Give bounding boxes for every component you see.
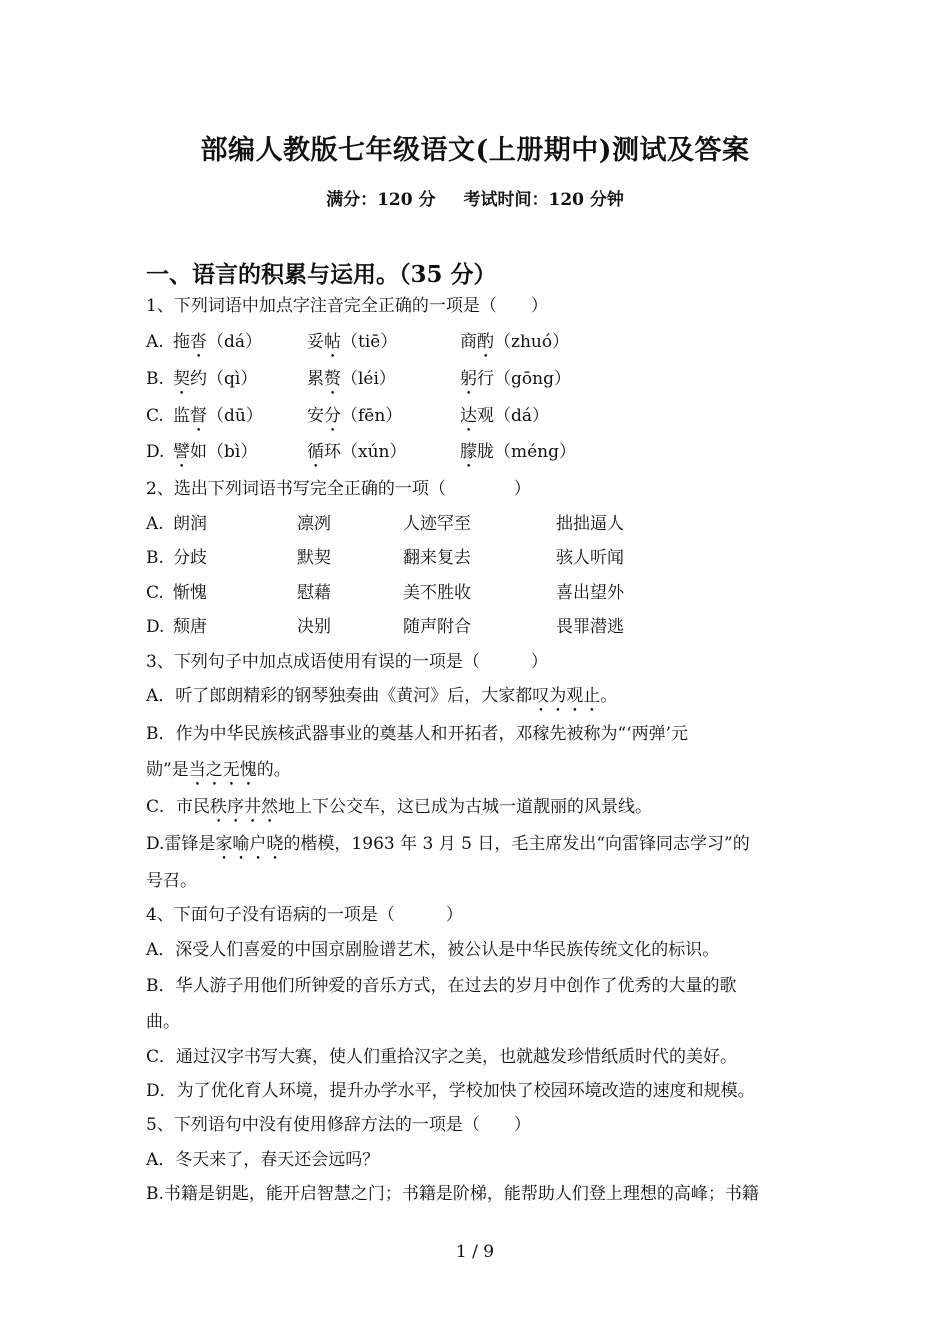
q1-option-d-item: 譬如（bì） [173,442,258,462]
q3-option-b-cont: 勋”是当之无愧的。 [146,760,291,780]
q2-word: 拙拙逼人 [556,514,624,534]
question-1-stem: 1、下列词语中加点字注音完全正确的一项是（ ） [146,296,548,316]
question-2-stem: 2、选出下列词语书写完全正确的一项（ ） [146,479,531,499]
q2-word: 分歧 [173,548,207,568]
q2-option-b-label: B. [146,548,164,568]
q1-option-d-item: 朦胧（méng） [460,442,577,462]
q5-option-a: A．冬天来了，春天还会远吗？ [146,1150,380,1170]
q3-option-d-cont: 号召。 [146,871,197,891]
q2-word: 朗润 [173,514,207,534]
q2-word: 惭愧 [173,583,207,603]
page-number: 1 / 9 [455,1242,495,1262]
q2-word: 颓唐 [173,617,207,637]
q3-option-b: B．作为中华民族核武器事业的奠基人和开拓者，邓稼先被称为“‘两弹’元 [146,724,688,744]
q2-word: 慰藉 [297,583,331,603]
q2-word: 决别 [297,617,331,637]
q4-option-b: B．华人游子用他们所钟爱的音乐方式，在过去的岁月中创作了优秀的大量的歌 [146,976,737,996]
q4-option-b-cont: 曲。 [146,1012,180,1032]
page-title: 部编人教版七年级语文(上册期中)测试及答案 [200,135,750,166]
q2-word: 随声附合 [403,617,471,637]
q1-option-d-item: 循环（xún） [307,442,407,462]
q2-word: 美不胜收 [403,583,471,603]
q4-option-a: A．深受人们喜爱的中国京剧脸谱艺术，被公认是中华民族传统文化的标识。 [146,940,720,960]
q2-option-c-label: C. [146,583,164,603]
q1-option-d-label: D. [146,442,165,462]
q2-word: 凛冽 [297,514,331,534]
q1-option-c-item: 安分（fēn） [307,406,403,426]
q2-word: 翻来复去 [403,548,471,568]
q1-option-b-item: 契约（qì） [173,369,258,389]
q2-word: 默契 [297,548,331,568]
q5-option-b: B.书籍是钥匙，能开启智慧之门；书籍是阶梯，能帮助人们登上理想的高峰；书籍 [146,1184,759,1204]
q2-option-a-label: A. [146,514,164,534]
exam-time: 考试时间：120 分钟 [463,190,624,210]
q1-option-b-item: 躬行（gōng） [460,369,571,389]
q1-option-a-item: 拖沓（dá） [173,332,263,352]
q1-option-c-item: 达观（dá） [460,406,550,426]
q1-option-a-item: 商酌（zhuó） [460,332,570,352]
exam-meta [0,185,950,210]
q2-word: 喜出望外 [556,583,624,603]
q1-option-c-item: 监督（dū） [173,406,263,426]
q1-option-a-label: A. [146,332,164,352]
q4-option-d: D．为了优化育人环境，提升办学水平，学校加快了校园环境改造的速度和规模。 [146,1081,755,1101]
question-3-stem: 3、下列句子中加点成语使用有误的一项是（ ） [146,652,548,672]
q3-option-a: A．听了郎朗精彩的钢琴独奏曲《黄河》后，大家都叹为观止。 [146,686,618,706]
q2-word: 畏罪潜逃 [556,617,624,637]
q1-option-b-item: 累赘（léi） [307,369,396,389]
q4-option-c: C．通过汉字书写大赛，使人们重拾汉字之美，也就越发珍惜纸质时代的美好。 [146,1047,738,1067]
q3-option-d: D.雷锋是家喻户晓的楷模，1963 年 3 月 5 日，毛主席发出“向雷锋同志学习”的 [146,834,750,854]
q3-option-c: C．市民秩序井然地上下公交车，这已成为古城一道靓丽的风景线。 [146,797,653,817]
q2-word: 骇人听闻 [556,548,624,568]
section-heading: 一、语言的积累与运用。（35 分） [146,261,497,288]
q1-option-a-item: 妥帖（tiē） [307,332,398,352]
full-score: 满分：120 分 [326,190,436,210]
question-5-stem: 5、下列语句中没有使用修辞方法的一项是（ ） [146,1115,531,1135]
question-4-stem: 4、下面句子没有语病的一项是（ ） [146,905,463,925]
q1-option-c-label: C. [146,406,164,426]
q1-option-b-label: B. [146,369,164,389]
q2-word: 人迹罕至 [403,514,471,534]
q2-option-d-label: D. [146,617,165,637]
